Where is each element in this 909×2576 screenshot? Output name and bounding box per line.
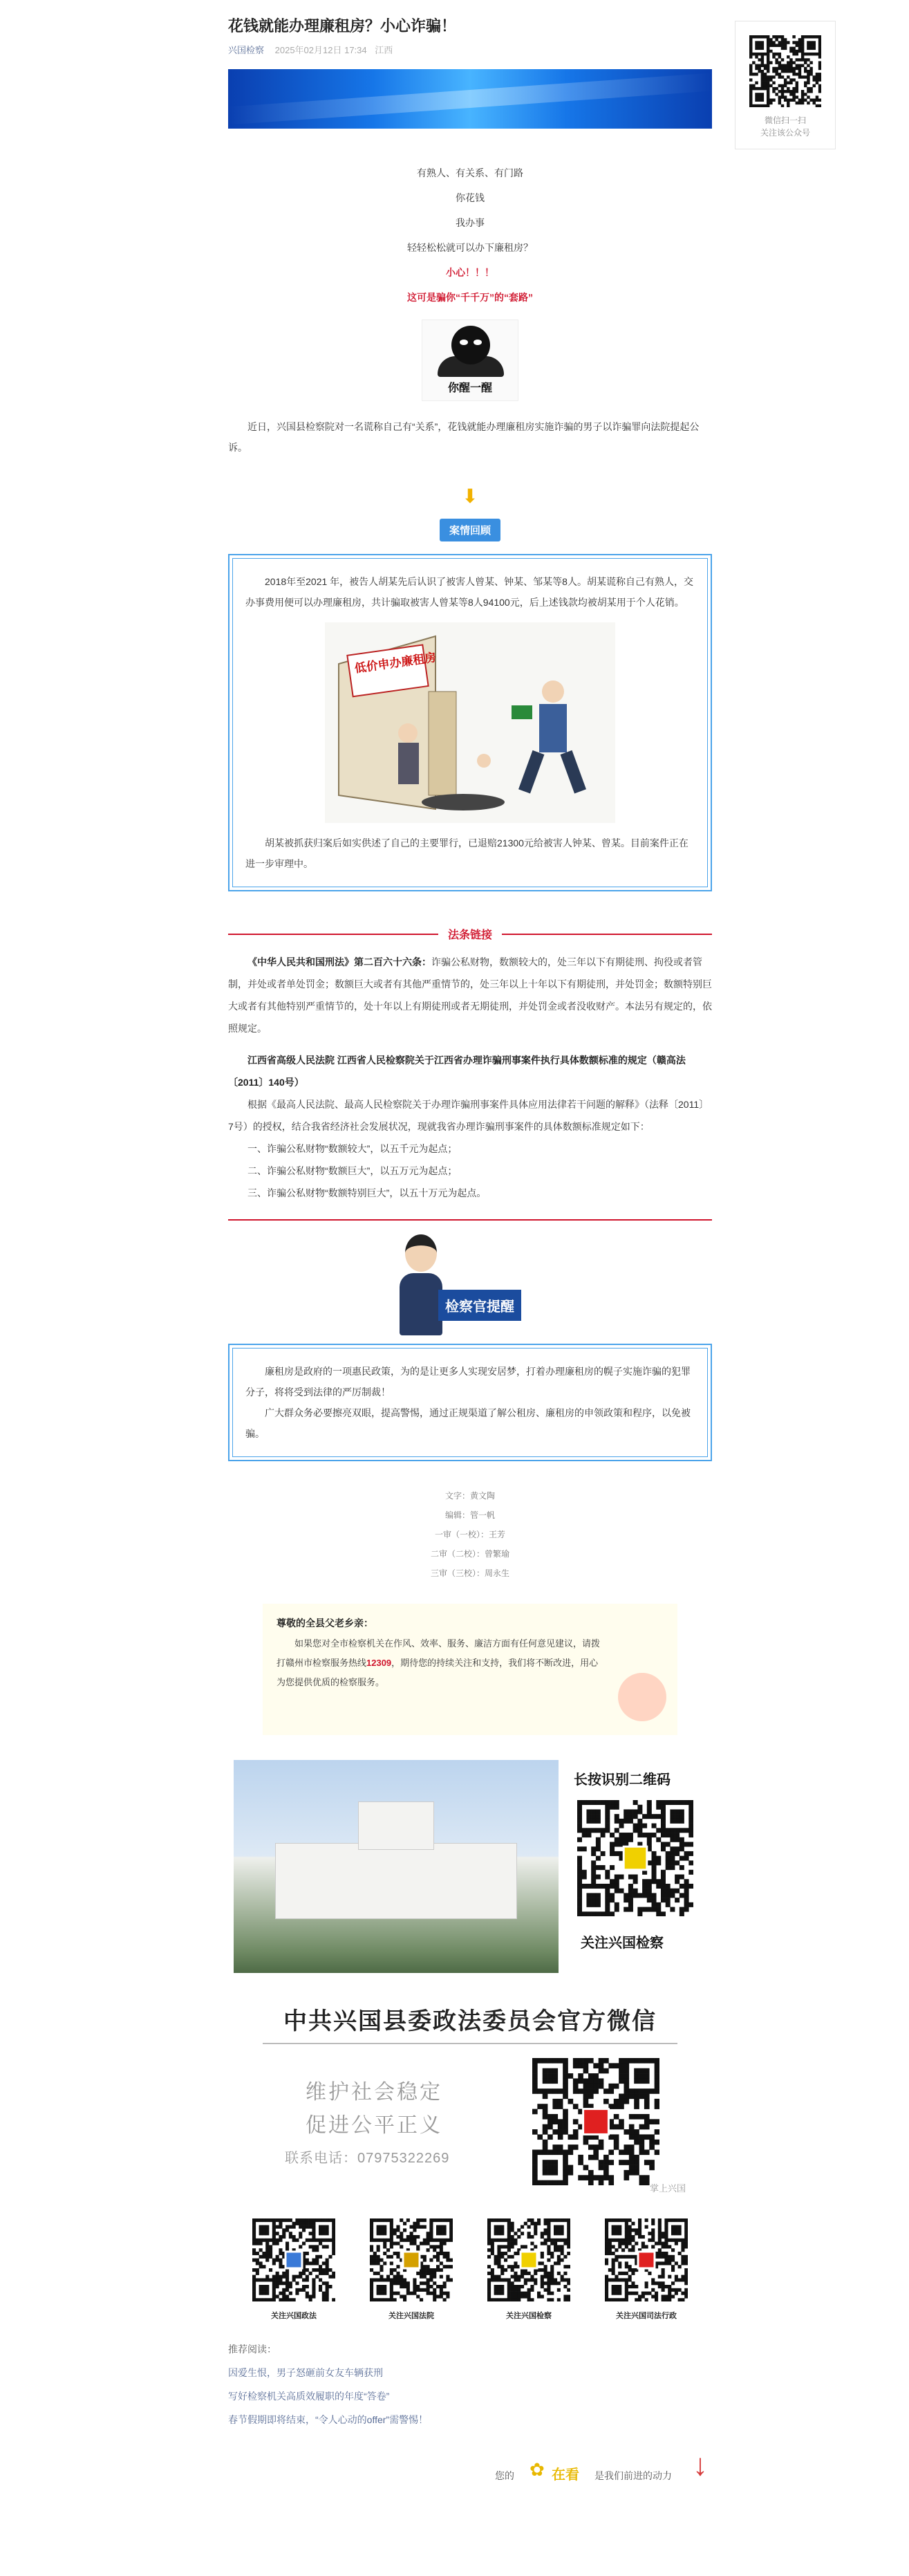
prosecutor-suit: [400, 1273, 442, 1335]
notice-text-2: ，期待您的持续关注和支持，我们将不断改进，用心为您提供优质的检察服务。: [277, 1658, 599, 1687]
slogan-line: 促进公平正义: [306, 2114, 442, 2137]
recommend-link[interactable]: 春节假期即将结束，“令人心动的offer”需警惕！: [228, 2414, 429, 2425]
related-account-qr[interactable]: [603, 2218, 690, 2321]
case-paragraph: 2018年至2021 年，被告人胡某先后认识了被害人曾某、钟某、邹某等8人。胡某谎称自己有熟人，交办事费用便可以办理廉租房，共计骗取被害人曾某等8人94100元，后上述钱款均被胡某用于个人花销。: [245, 576, 693, 608]
service-notice: [263, 1604, 677, 1735]
qr-code-svg: [532, 2058, 659, 2185]
reminder-box: [228, 1344, 712, 1461]
footer-cta: [228, 2448, 712, 2503]
law-article-text: 诈骗公私财物，数额较大的，处三年以下有期徒刑、拘役或者管制，并处或者单处罚金；数额巨大或者有其他严重情节的，处三年以上十年以下有期徒刑，并处罚金；数额特别巨大或者有其他特别严重情节的，处十年以上有期徒刑或者无期徒刑，并处罚金或者没收财产。本法另有规定的，依照规定。: [228, 956, 712, 1034]
prosecutor-figure: [397, 1234, 445, 1338]
qr-code-svg: [370, 2218, 453, 2301]
article-meta: [228, 43, 712, 57]
intro-line: 轻轻松松就可以办下廉租房？: [407, 242, 533, 253]
credit-line: 编辑：管一帆: [444, 1510, 495, 1520]
publish-location: 江西: [375, 45, 393, 55]
law-heading: [228, 926, 712, 941]
prosecutor-reminder-banner: [387, 1234, 553, 1338]
related-account-qr[interactable]: [368, 2218, 455, 2321]
footer-text-pre: 您的: [495, 2470, 514, 2481]
intro-lines: [228, 160, 712, 310]
zai-kan-button[interactable]: 在看: [552, 2467, 579, 2483]
flower-icon: ✿: [530, 2459, 545, 2480]
law-regulation-text: 根据《最高人民法院、最高人民检察院关于办理诈骗刑事案件具体应用法律若干问题的解释》（法释〔2011〕7号）的授权，结合我省经济社会发展状况，现就我省办理诈骗刑事案件的具体数额标准规定如下：: [228, 1099, 709, 1132]
related-account-qr[interactable]: [485, 2218, 572, 2321]
warning-line: 小心！！！: [446, 267, 494, 278]
case-paragraph: 胡某被抓获归案后如实供述了自己的主要罪行，已退赔21300元给被害人钟某、曾某。目前案件正在进一步审理中。: [245, 837, 688, 869]
notice-text-1: 如果您对全市检察机关在作风、效率、服务、廉洁方面有任何意见建议，请拨打赣州市检察服务热线: [277, 1638, 601, 1668]
side-qr-caption: [735, 114, 835, 139]
related-account-label: 关注兴国政法: [271, 2312, 317, 2320]
recommended-reading: [228, 2337, 712, 2431]
official-divider: [263, 2043, 677, 2044]
credit-line: 文字：黄文陶: [444, 1491, 495, 1501]
building-body: [275, 1843, 517, 1919]
follow-qr-code[interactable]: [577, 1800, 693, 1916]
law-article-title: 《中华人民共和国刑法》第二百六十六条：: [247, 956, 431, 967]
qr-code-svg: [605, 2218, 688, 2301]
case-box: [228, 554, 712, 891]
law-divider: [228, 1219, 712, 1221]
official-wechat-block: [228, 2058, 712, 2210]
contact-phone: 联系电话：07975322269: [285, 2151, 450, 2166]
intro-line: 你花钱: [456, 192, 485, 203]
notice-salute: 尊敬的全县父老乡亲：: [277, 1618, 373, 1629]
credit-line: 三审（三校）：周永生: [430, 1568, 509, 1578]
intro-line: 我办事: [456, 217, 485, 228]
recommend-link[interactable]: 写好检察机关高质效履职的年度“答卷”: [228, 2391, 390, 2402]
meme-face: [451, 326, 490, 364]
prosecutor-reminder-label: 检察官提醒: [438, 1290, 521, 1321]
panda-meme-image: [422, 319, 518, 401]
credit-line: 一审（一校）：王芳: [434, 1530, 505, 1539]
intro-line: 有熟人、有关系、有门路: [417, 167, 523, 178]
law-article: [228, 951, 712, 1039]
down-arrow-icon: ⬇: [462, 485, 478, 507]
related-account-label: 关注兴国法院: [388, 2312, 434, 2320]
law-regulation-title: 江西省高级人民法院 江西省人民检察院关于江西省办理诈骗刑事案件执行具体数额标准的规定（赣高法〔2011〕140号）: [228, 1055, 686, 1088]
illustration-sign-text: 低价申办廉租房: [353, 651, 438, 676]
publish-date: 2025年02月12日 17:34: [274, 45, 367, 55]
side-follow-qr[interactable]: [735, 21, 836, 149]
qr-block-title: 长按识别二维码: [574, 1772, 671, 1788]
reminder-paragraph: 广大群众务必要擦亮双眼，提高警惕，通过正规渠道了解公租房、廉租房的申领政策和程序，以免被骗。: [245, 1407, 691, 1439]
fraud-illustration: [325, 622, 615, 823]
law-section: [228, 951, 712, 1204]
related-account-label: 关注兴国司法行政: [616, 2312, 677, 2320]
recommend-link[interactable]: 因爱生恨，男子怒砸前女友车辆获刑: [228, 2367, 383, 2378]
law-heading-text: 法条链接: [438, 929, 502, 941]
related-account-label: 关注兴国检察: [506, 2312, 552, 2320]
side-qr-line: 关注该公众号: [760, 128, 810, 138]
follow-qr-block: [228, 1760, 712, 1981]
article-title: 花钱就能办理廉租房？小心诈骗！: [228, 17, 457, 35]
recommend-label: 推荐阅读：: [228, 2344, 277, 2355]
down-arrow-icon: ↓: [693, 2448, 708, 2482]
case-review-tag: 案情回顾: [440, 519, 500, 541]
account-link[interactable]: 兴国检察: [228, 45, 265, 55]
notice-text: [277, 1634, 601, 1692]
reminder-paragraph: 廉租房是政府的一项惠民政策，为的是让更多人实现安居梦，打着办理廉租房的幌子实施诈骗的犯罪分子，将将受到法律的严厉制裁！: [245, 1366, 691, 1398]
article: [228, 0, 712, 2503]
qr-code-svg: [252, 2218, 335, 2301]
header-banner: [228, 69, 712, 129]
service-woman-illustration: [618, 1673, 666, 1721]
credit-line: 二审（二校）：曾繁瑜: [430, 1549, 509, 1559]
credits: [228, 1486, 712, 1583]
building-tower: [358, 1801, 434, 1850]
qr-code-svg: [487, 2218, 570, 2301]
law-item: 二、诈骗公私财物“数额巨大”，以五万元为起点；: [247, 1165, 458, 1176]
meme-caption: 你醒一醒: [447, 382, 492, 394]
qr-code-svg: [577, 1800, 693, 1916]
footer-text-post: 是我们前进的动力: [594, 2470, 672, 2481]
slogan-line: 维护社会稳定: [306, 2081, 442, 2104]
qr-code-svg: [749, 35, 821, 107]
prosecutor-head: [405, 1234, 437, 1272]
official-qr-code[interactable]: [532, 2058, 659, 2185]
official-qr-caption: 掌上兴国: [650, 2183, 686, 2194]
law-item: 一、诈骗公私财物“数额较大”，以五千元为起点；: [247, 1143, 458, 1154]
law-item: 三、诈骗公私财物“数额特别巨大”，以五十万元为起点。: [247, 1187, 487, 1198]
hotline-number: 12309: [366, 1658, 392, 1668]
warning-line: 这可是骗你“千千万”的“套路”: [407, 292, 533, 303]
qr-block-subtitle: 关注兴国检察: [581, 1936, 664, 1951]
illustration-svg: [325, 622, 615, 823]
official-wechat-title: 中共兴国县委政法委员会官方微信: [283, 2009, 657, 2035]
procuratorate-building-photo: [234, 1760, 559, 1973]
side-qr-line: 微信扫一扫: [764, 115, 806, 125]
intro-paragraph: 近日，兴国县检察院对一名谎称自己有“关系”，花钱就能办理廉租房实施诈骗的男子以诈骗罪向法院提起公诉。: [228, 421, 700, 453]
related-account-qr[interactable]: [250, 2218, 337, 2321]
related-accounts-qr-row: [228, 2218, 712, 2321]
